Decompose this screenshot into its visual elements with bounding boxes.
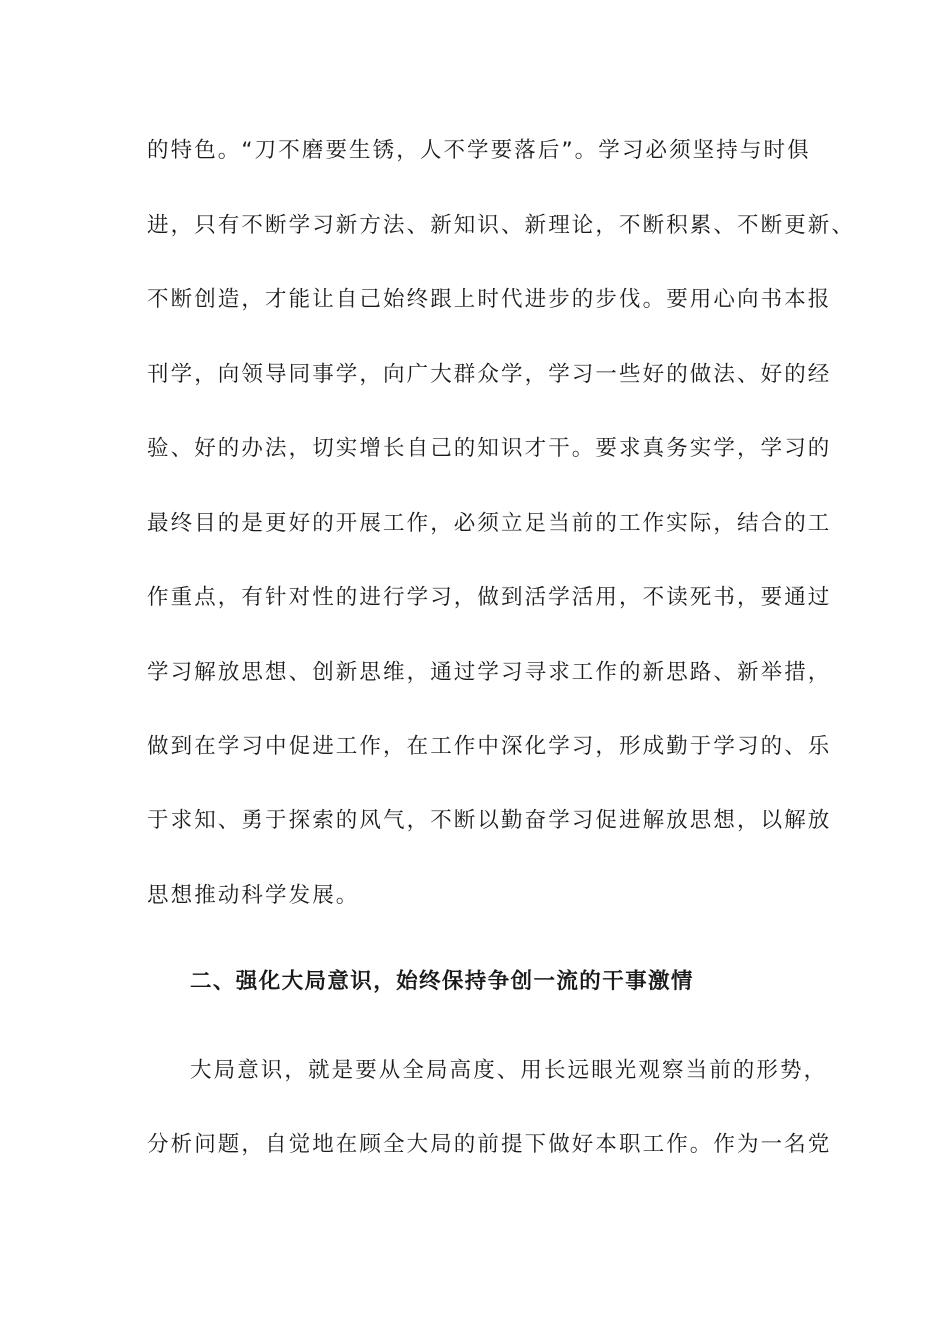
paragraph-line: 于求知、勇于探索的风气，不断以勤奋学习促进解放思想，以解放 [147,808,832,833]
paragraph-line: 的特色。“刀不磨要生锈，人不学要落后”。学习必须坚持与时俱 [147,138,811,163]
paragraph-line: 不断创造，才能让自己始终跟上时代进步的步伐。要用心向书本报 [147,287,832,312]
paragraph-line: 最终目的是更好的开展工作，必须立足当前的工作实际，结合的工 [147,511,832,536]
paragraph-line: 学习解放思想、创新思维，通过学习寻求工作的新思路、新举措， [147,660,832,685]
paragraph-line: 进，只有不断学习新方法、新知识、新理论，不断积累、不断更新、 [147,213,856,238]
paragraph-line: 做到在学习中促进工作，在工作中深化学习，形成勤于学习的、乐 [147,734,832,759]
paragraph-line: 大局意识，就是要从全局高度、用长远眼光观察当前的形势， [190,1058,828,1083]
paragraph-line: 思想推动科学发展。 [147,883,360,908]
section-heading: 二、强化大局意识，始终保持争创一流的干事激情 [190,969,694,994]
paragraph-line: 分析问题，自觉地在顾全大局的前提下做好本职工作。作为一名党 [147,1132,832,1157]
paragraph-line: 验、好的办法，切实增长自己的知识才干。要求真务实学，学习的 [147,436,832,461]
paragraph-line: 作重点，有针对性的进行学习，做到活学活用，不读死书，要通过 [147,585,832,610]
paragraph-line: 刊学，向领导同事学，向广大群众学，学习一些好的做法、好的经 [147,362,832,387]
